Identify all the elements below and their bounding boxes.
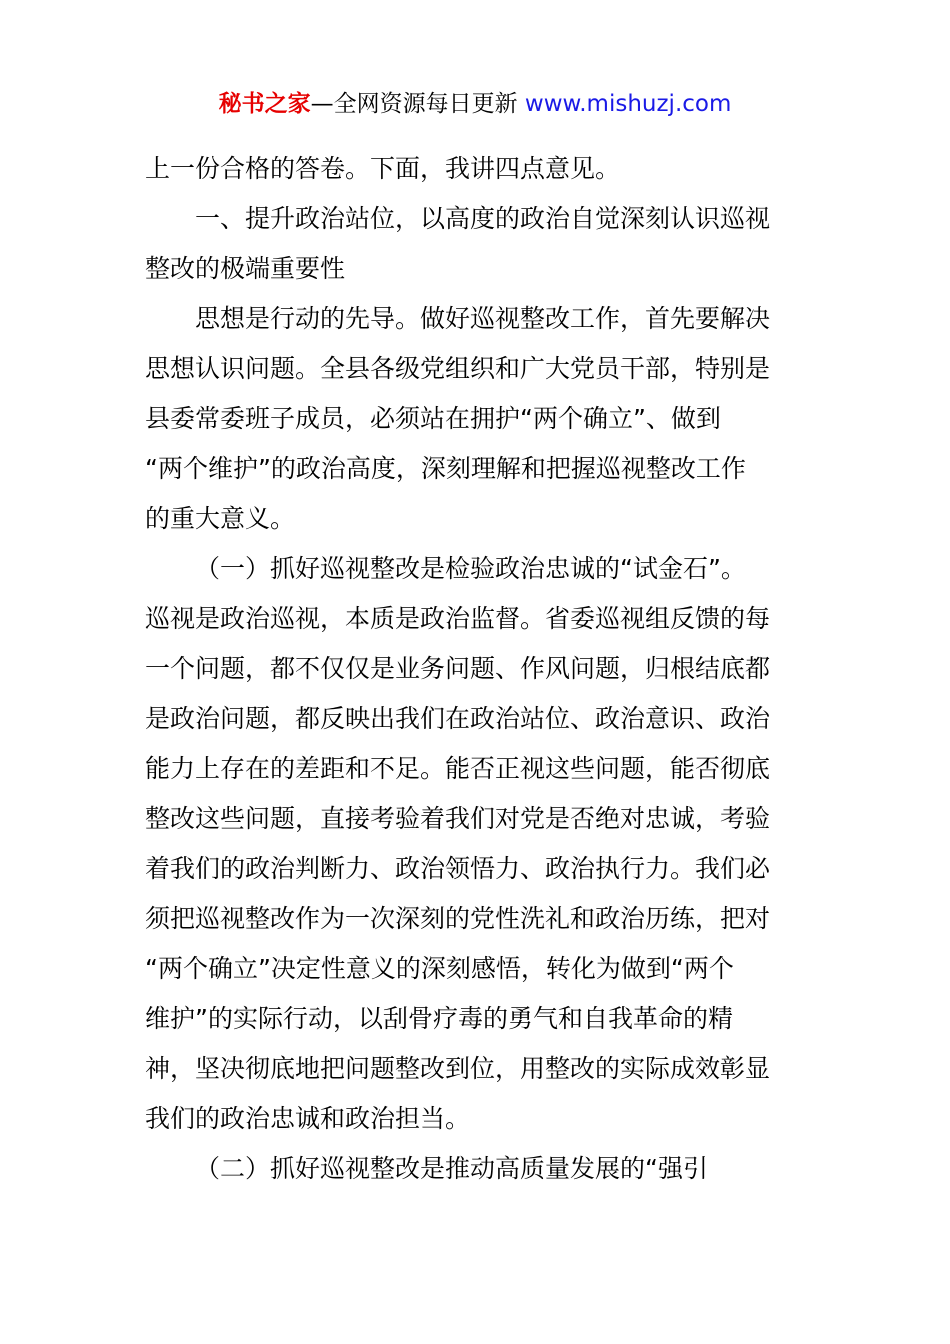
- site-header: [0, 88, 950, 120]
- text-line: 是政治问题，都反映出我们在政治站位、政治意识、政治: [145, 704, 771, 733]
- text-line: 须把巡视整改作为一次深刻的党性洗礼和政治历练，把对: [145, 904, 771, 933]
- text-line: “两个维护”的政治高度，深刻理解和把握巡视整改工作: [145, 454, 746, 483]
- text-line: 一个问题，都不仅仅是业务问题、作风问题，归根结底都: [145, 654, 771, 683]
- text-line: 上一份合格的答卷。下面，我讲四点意见。: [145, 154, 621, 183]
- text-line: 神，坚决彻底地把问题整改到位，用整改的实际成效彰显: [145, 1054, 771, 1083]
- text-line: 巡视是政治巡视，本质是政治监督。省委巡视组反馈的每: [145, 604, 771, 633]
- section-heading-continued: 整改的极端重要性: [145, 254, 346, 283]
- subsection-heading: （一）抓好巡视整改是检验政治忠诚的“试金石”。: [195, 554, 746, 583]
- text-line: 维护”的实际行动，以刮骨疗毒的勇气和自我革命的精: [145, 1004, 733, 1033]
- subsection-heading: （二）抓好巡视整改是推动高质量发展的“强引: [195, 1154, 708, 1183]
- text-line: “两个确立”决定性意义的深刻感悟，转化为做到“两个: [145, 954, 734, 983]
- text-line: 能力上存在的差距和不足。能否正视这些问题，能否彻底: [145, 754, 771, 783]
- document-body: [145, 144, 805, 1194]
- text-line: 我们的政治忠诚和政治担当。: [145, 1104, 471, 1133]
- header-tagline: —全网资源每日更新: [310, 91, 525, 117]
- brand-name: 秘书之家: [218, 91, 311, 117]
- site-url-link[interactable]: www.mishuzj.com: [524, 91, 732, 117]
- text-line: 县委常委班子成员，必须站在拥护“两个确立”、做到: [145, 404, 721, 433]
- section-heading: 一、提升政治站位，以高度的政治自觉深刻认识巡视: [195, 204, 771, 233]
- paragraph-start: 思想是行动的先导。做好巡视整改工作，首先要解决: [195, 304, 771, 333]
- text-line: 的重大意义。: [145, 504, 296, 533]
- text-line: 着我们的政治判断力、政治领悟力、政治执行力。我们必: [145, 854, 771, 883]
- text-line: 思想认识问题。全县各级党组织和广大党员干部，特别是: [145, 354, 771, 383]
- text-line: 整改这些问题，直接考验着我们对党是否绝对忠诚，考验: [145, 804, 771, 833]
